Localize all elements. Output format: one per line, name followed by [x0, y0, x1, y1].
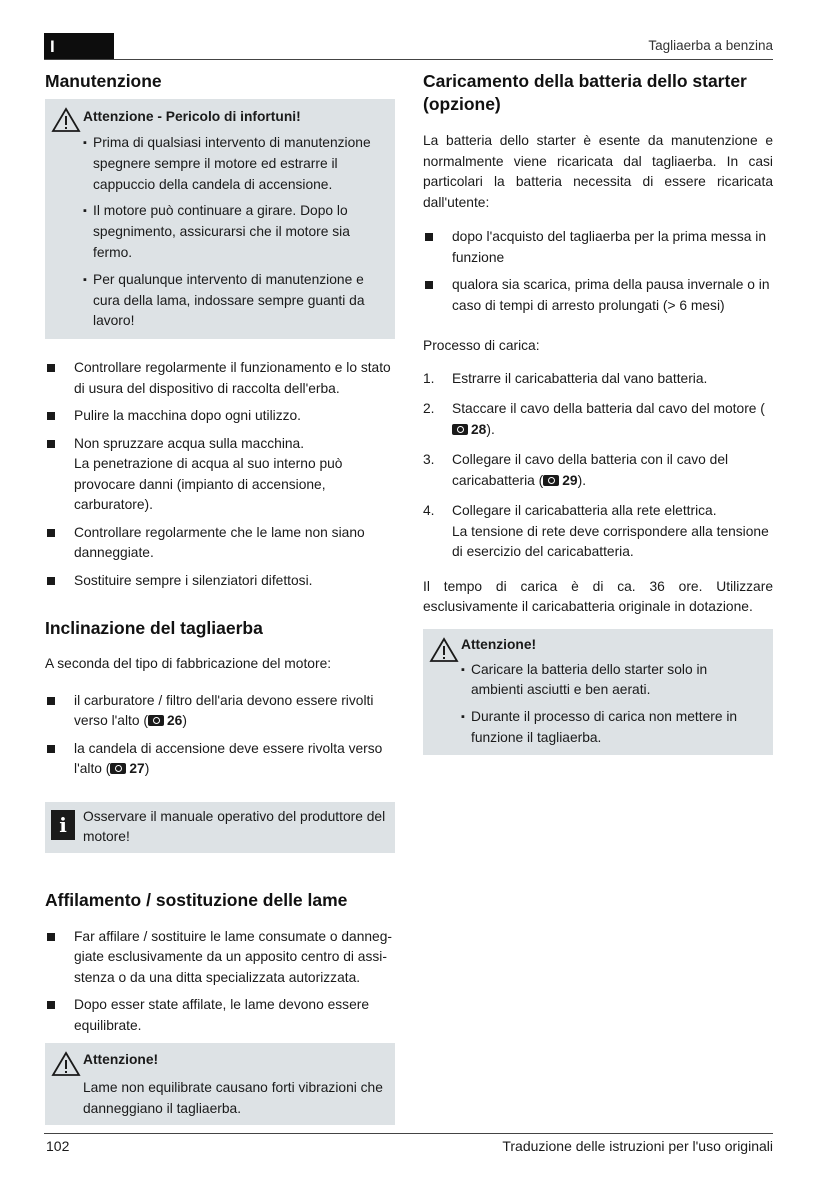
- list-item: [45, 691, 395, 732]
- page-number: 102: [46, 1138, 70, 1154]
- camera-icon: [110, 763, 126, 774]
- process-steps: [423, 369, 773, 563]
- step-tail: ).: [577, 472, 587, 488]
- sharpening-heading: Affilamento / sostituzione delle lame: [45, 889, 348, 910]
- maintenance-list: [45, 358, 395, 591]
- camera-icon: [148, 715, 164, 726]
- info-icon: i: [51, 810, 75, 840]
- info-box: [45, 802, 395, 853]
- info-text: Osservare il manuale operativo del produttore del motore!: [83, 808, 386, 845]
- warning-title: Attenzione - Pericolo di infortuni!: [83, 109, 301, 124]
- process-label: Processo di carica:: [423, 338, 540, 353]
- warning-list: [461, 660, 763, 749]
- step-number: 3.: [423, 452, 435, 467]
- tilt-list: [45, 691, 395, 780]
- warning-icon: [429, 637, 459, 663]
- tilt-intro: A seconda del tipo di fabbricazione del motore:: [45, 656, 332, 672]
- list-item: [45, 739, 395, 780]
- language-tab: I: [44, 33, 114, 60]
- footer-rule: [44, 1133, 773, 1134]
- list-item: Controllare regolarmente che le lame non siano danneggiate.: [45, 523, 395, 564]
- list-item: Controllare regolarmente il funzionamento e lo stato di usura del dispositivo di raccolta dell'erba.: [45, 358, 395, 399]
- list-item-text: il carburatore / filtro dell'aria devono essere rivolti verso l'alto (: [74, 692, 374, 729]
- warning-text: Lame non equilibrate causano forti vibrazioni che danneggiano il tagliaerba.: [83, 1080, 383, 1116]
- list-item-line: Non spruzzare acqua sulla macchina.: [74, 435, 305, 451]
- step-item: [423, 501, 773, 563]
- step-text: Collegare il cavo della batteria con il cavo del caricabatteria (: [452, 452, 729, 488]
- list-item: Pulire la macchina dopo ogni utilizzo.: [45, 406, 395, 427]
- list-item-line: La penetrazione di acqua al suo interno può provocare danni (impianto di accensione, carburatore).: [74, 456, 343, 513]
- right-column: [423, 70, 773, 755]
- battery-cases-list: [423, 227, 773, 316]
- left-column: [45, 70, 395, 1125]
- list-item: dopo l'acquisto del tagliaerba per la prima messa in funzione: [423, 227, 773, 268]
- list-item: Dopo esser state affilate, le lame devono essere equilibrate.: [45, 995, 395, 1036]
- sharpening-list: [45, 927, 395, 1037]
- document-title: Tagliaerba a benzina: [648, 38, 773, 53]
- close-paren: ): [182, 713, 187, 729]
- footer-text: Traduzione delle istruzioni per l'uso originali: [502, 1138, 773, 1154]
- step-tail: ).: [486, 421, 495, 437]
- sharpening-warning-box: [45, 1043, 395, 1125]
- list-item: ▪ Per qualunque intervento di manutenzione e cura della lama, indossare sempre guanti da lavoro!: [83, 270, 385, 332]
- step-number: 4.: [423, 503, 435, 518]
- list-item: qualora sia scarica, prima della pausa invernale o in caso di tempi di arresto prolungati (> 6 mesi): [423, 275, 773, 316]
- figure-ref: 26: [166, 713, 183, 729]
- list-item: ▪ Durante il processo di carica non mettere in funzione il tagliaerba.: [461, 707, 763, 749]
- warning-list: [83, 133, 385, 332]
- step-item: [423, 450, 773, 491]
- camera-icon: [543, 475, 559, 486]
- list-item: Sostituire sempre i silenziatori difettosi.: [45, 571, 395, 592]
- list-item-text: la candela di accensione deve essere rivolta verso l'alto (: [74, 740, 383, 777]
- list-item: ▪ Caricare la batteria dello starter solo in ambienti asciutti e ben aerati.: [461, 660, 763, 702]
- figure-ref: 27: [129, 761, 145, 777]
- list-item: ▪ Il motore può continuare a girare. Dopo lo spegnimento, assicurarsi che il motore sia fermo.: [83, 201, 385, 263]
- list-item: Far affilare / sostituire le lame consumate o danneg-giate esclusivamente da un apposito centro di assi-stenza o da una ditta specializzata autorizzata.: [45, 927, 395, 989]
- maintenance-warning-box: [45, 99, 395, 339]
- warning-title: Attenzione!: [461, 636, 537, 652]
- step-item: [423, 399, 773, 440]
- header-rule: [44, 59, 773, 60]
- figure-ref: 28: [471, 421, 487, 437]
- step-number: 2.: [423, 401, 435, 416]
- list-item: ▪ Prima di qualsiasi intervento di manutenzione spegnere sempre il motore ed estrarre il cappuccio della candela di accensione.: [83, 133, 385, 195]
- warning-icon: [51, 1051, 81, 1077]
- battery-heading: Caricamento della batteria dello starter (opzione): [423, 71, 747, 114]
- tilt-heading: Inclinazione del tagliaerba: [45, 618, 263, 639]
- step-item: [423, 369, 773, 390]
- close-paren: ): [144, 761, 150, 777]
- list-item: [45, 434, 395, 516]
- step-number: 1.: [423, 370, 435, 386]
- warning-icon: [51, 107, 81, 133]
- maintenance-heading: Manutenzione: [45, 71, 162, 91]
- step-text: Estrarre il caricabatteria dal vano batteria.: [452, 370, 708, 386]
- step-text-2: La tensione di rete deve corrispondere alla tensione di esercizio del caricabatteria.: [452, 523, 769, 559]
- battery-warning-box: [423, 629, 773, 755]
- step-text: Staccare il cavo della batteria dal cavo del motore (: [452, 401, 765, 416]
- figure-ref: 29: [562, 472, 578, 488]
- battery-intro: La batteria dello starter è esente da manutenzione e normalmente viene ricaricata dal tagliaerba. In casi particolari la batteria necessita di essere ricaricata dall'utente:: [423, 133, 773, 210]
- step-text: Collegare il caricabatteria alla rete elettrica.: [452, 503, 717, 518]
- warning-title: Attenzione!: [83, 1052, 159, 1068]
- charge-time-text: Il tempo di carica è di ca. 36 ore. Utilizzare esclusivamente il caricabatteria originale in dotazione.: [423, 578, 773, 614]
- camera-icon: [452, 424, 468, 435]
